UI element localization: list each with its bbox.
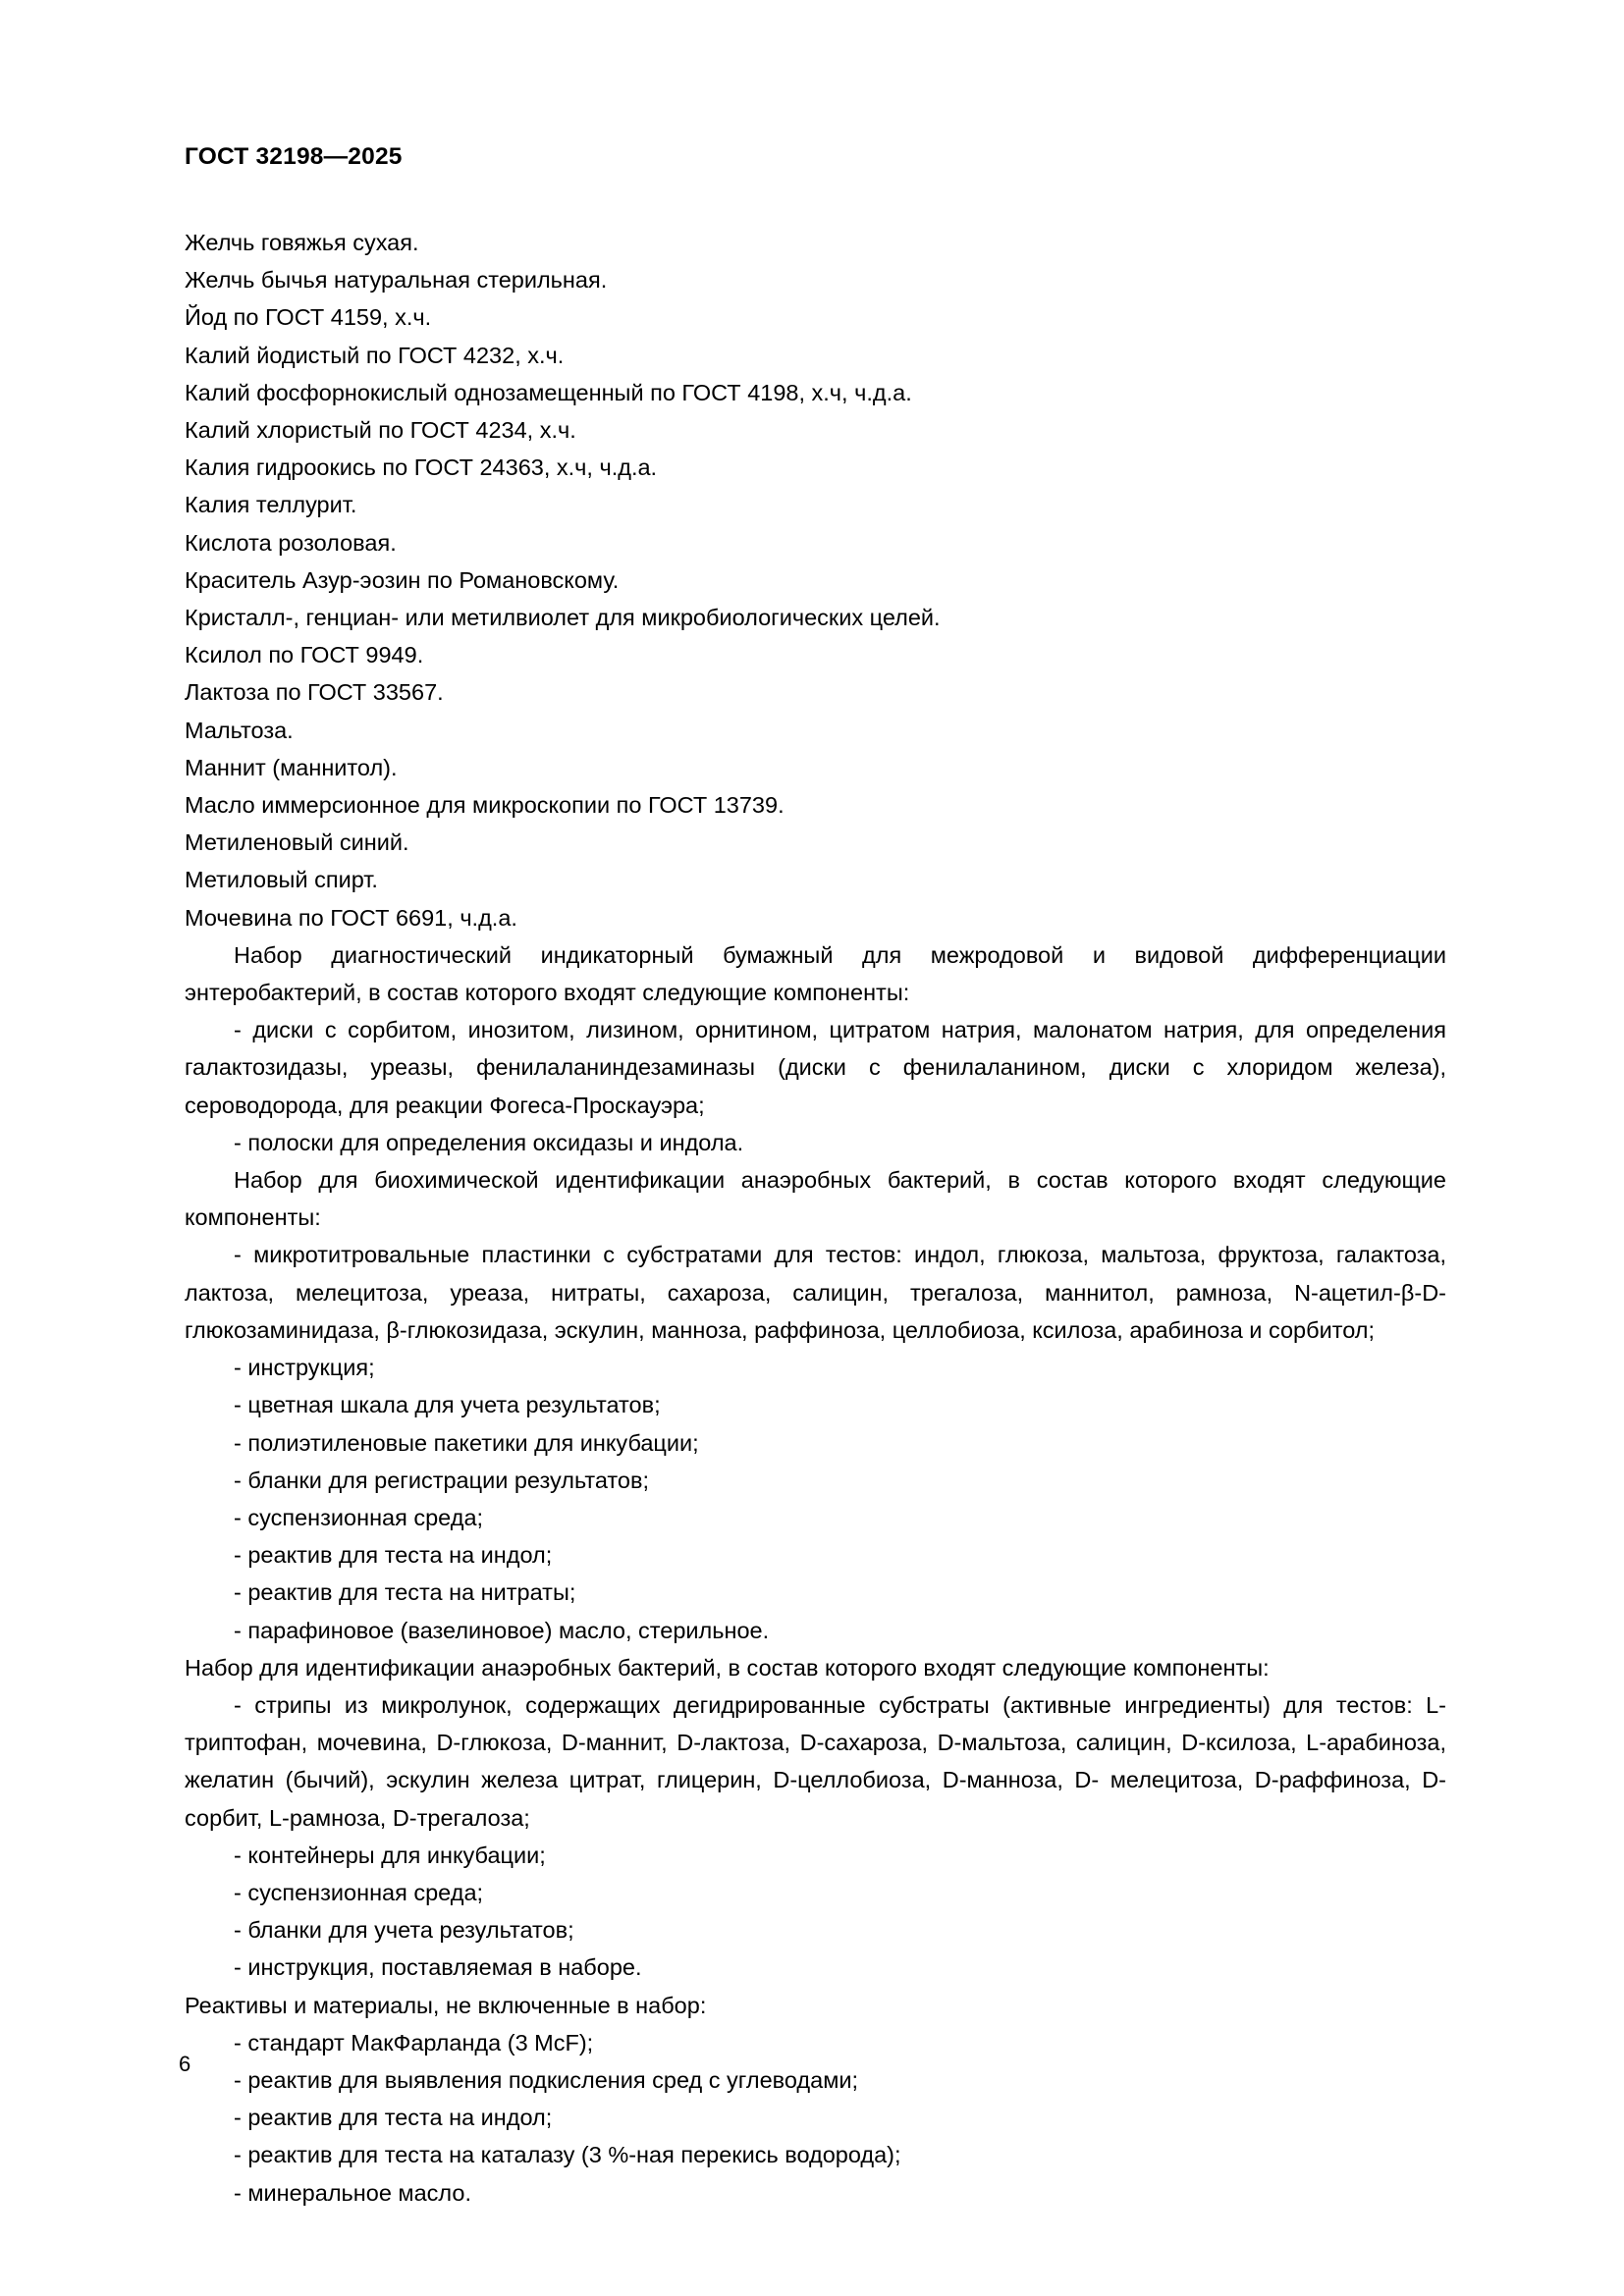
- section-intro-paragraph: Реактивы и материалы, не включенные в набор:: [185, 1992, 707, 2018]
- list-item: Лактоза по ГОСТ 33567.: [185, 679, 444, 706]
- list-item: Калия теллурит.: [185, 492, 357, 518]
- list-item: Маннит (маннитол).: [185, 754, 398, 780]
- section-intro-paragraph: Набор диагностический индикаторный бумажный для межродовой и видовой дифференциации энтеробактерий, в состав которого входят следующие компоненты:: [185, 941, 1446, 1006]
- kit-strips-paragraph: - стрипы из микролунок, содержащих дегидрированные субстраты (активные ингредиенты) для тестов: L-триптофан, мочевина, D-глюкоза, D-маннит, D-лактоза, D-сахароза, D-мальтоза, салицин, D-ксилоза, L-арабиноза, желатин (бычий), эскулин железа цитрат, глицерин, D-целлобиоза, D-манноза, D- мелецитоза, D-раффиноза, D-сорбит, L-рамноза, D-трегалоза;: [185, 1691, 1446, 1831]
- list-item: Калий хлористый по ГОСТ 4234, х.ч.: [185, 417, 576, 444]
- list-item: Йод по ГОСТ 4159, х.ч.: [185, 304, 432, 331]
- list-item: Метиловый спирт.: [185, 867, 378, 893]
- not-included-item: - стандарт МакФарланда (3 McF);: [234, 2029, 594, 2056]
- not-included-section: [185, 1987, 1446, 2212]
- list-item: Масло иммерсионное для микроскопии по ГОСТ 13739.: [185, 792, 785, 819]
- list-item: Мальтоза.: [185, 717, 294, 743]
- kit-component-item: - бланки для учета результатов;: [234, 1917, 574, 1944]
- kit-component-item: - парафиновое (вазелиновое) масло, стерильное.: [234, 1617, 770, 1643]
- list-item: Желчь бычья натуральная стерильная.: [185, 267, 608, 294]
- list-item: Кристалл-, генциан- или метилвиолет для микробиологических целей.: [185, 605, 941, 631]
- page-header-standard-number: ГОСТ 32198—2025: [185, 143, 403, 170]
- list-item: Ксилол по ГОСТ 9949.: [185, 642, 424, 668]
- kit-component-item: - контейнеры для инкубации;: [234, 1842, 546, 1868]
- list-item: Метиленовый синий.: [185, 829, 409, 856]
- identification-anaerobe-kit-section: [185, 1649, 1446, 1987]
- not-included-item: - реактив для теста на каталазу (3 %-ная перекись водорода);: [234, 2142, 901, 2168]
- not-included-item: - реактив для выявления подкисления сред с углеводами;: [234, 2066, 859, 2093]
- biochem-anaerobe-kit-section: [185, 1161, 1446, 1649]
- section-intro-paragraph: Набор для идентификации анаэробных бактерий, в состав которого входят следующие компоненты:: [185, 1654, 1270, 1681]
- kit-component-item: - полоски для определения оксидазы и индола.: [234, 1129, 744, 1155]
- kit-component-item: - инструкция;: [234, 1355, 375, 1381]
- reagent-list: [185, 224, 1446, 936]
- kit-component-item: - бланки для регистрации результатов;: [234, 1467, 649, 1493]
- kit-component-item: - суспензионная среда;: [234, 1879, 484, 1905]
- kit-substrates-paragraph: - микротитровальные пластинки с субстратами для тестов: индол, глюкоза, мальтоза, фруктоза, галактоза, лактоза, мелецитоза, уреаза, нитраты, сахароза, салицин, трегалоза, маннитол, рамноза, N-ацетил-β-D-глюкозаминидаза, β-глюкозидаза, эскулин, манноза, раффиноза, целлобиоза, ксилоза, арабиноза и сорбитол;: [185, 1242, 1446, 1343]
- not-included-item: - минеральное масло.: [234, 2179, 471, 2206]
- kit-component-item: - реактив для теста на нитраты;: [234, 1579, 576, 1606]
- kit-component-paragraph: - диски с сорбитом, инозитом, лизином, орнитином, цитратом натрия, малонатом натрия, для определения галактозидазы, уреазы, фенилаланиндезаминазы (диски с фенилаланином, диски с хлоридом железа), сероводорода, для реакции Фогеса-Проскауэра;: [185, 1017, 1446, 1118]
- page-number: 6: [179, 2052, 191, 2076]
- kit-component-item: - цветная шкала для учета результатов;: [234, 1392, 661, 1418]
- list-item: Калия гидроокись по ГОСТ 24363, х.ч, ч.д.а.: [185, 454, 658, 481]
- not-included-item: - реактив для теста на индол;: [234, 2105, 553, 2131]
- document-body: [185, 224, 1446, 2212]
- list-item: Желчь говяжья сухая.: [185, 230, 419, 255]
- kit-component-item: - реактив для теста на индол;: [234, 1542, 553, 1569]
- list-item: Калий йодистый по ГОСТ 4232, х.ч.: [185, 342, 565, 368]
- section-intro-paragraph: Набор для биохимической идентификации анаэробных бактерий, в состав которого входят следующие компоненты:: [185, 1167, 1446, 1231]
- list-item: Мочевина по ГОСТ 6691, ч.д.а.: [185, 904, 517, 931]
- list-item: Калий фосфорнокислый однозамещенный по ГОСТ 4198, х.ч, ч.д.а.: [185, 379, 912, 405]
- list-item: Краситель Азур-эозин по Романовскому.: [185, 566, 620, 593]
- enterobacteria-kit-section: [185, 936, 1446, 1161]
- list-item: Кислота розоловая.: [185, 529, 397, 556]
- kit-component-item: - полиэтиленовые пакетики для инкубации;: [234, 1429, 699, 1456]
- kit-component-item: - суспензионная среда;: [234, 1504, 484, 1530]
- kit-component-item: - инструкция, поставляемая в наборе.: [234, 1954, 642, 1981]
